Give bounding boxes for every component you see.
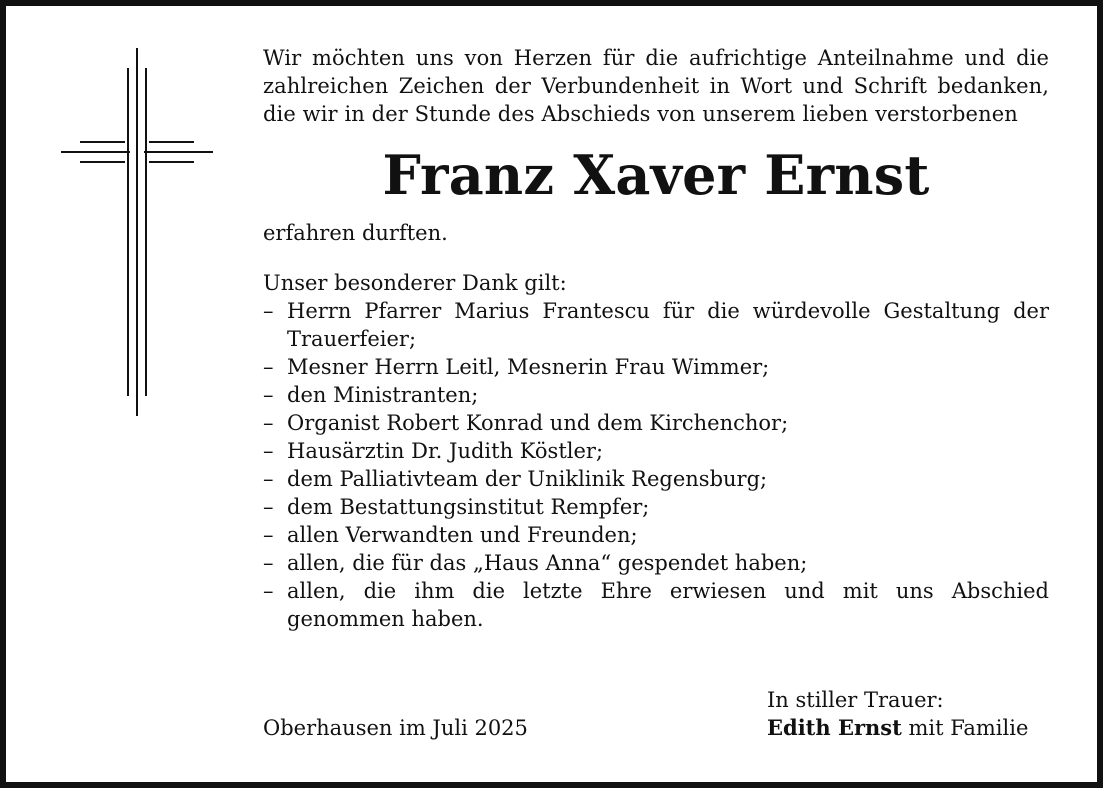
thanks-item-text: dem Palliativteam der Uniklinik Regensburg; — [287, 467, 768, 491]
thanks-item-text: Herrn Pfarrer Marius Frantescu für die würdevolle Gestaltung der Trauerfeier; — [287, 299, 1049, 351]
thanks-item-text: dem Bestattungsinstitut Rempfer; — [287, 495, 650, 519]
intro-paragraph: Wir möchten uns von Herzen für die aufrichtige Anteilnahme und die zahlreichen Zeichen der Verbundenheit in Wort und Schrift bedanken, die wir in der Stunde des Abschieds von unserem lieben verstorbenen — [263, 46, 1049, 126]
dash-marker: – — [263, 411, 274, 435]
after-name-text: erfahren durften. — [263, 221, 448, 245]
dash-marker: – — [263, 467, 274, 491]
signature-suffix: mit Familie — [901, 716, 1029, 740]
dash-marker: – — [263, 383, 274, 407]
thanks-item — [263, 437, 1049, 465]
dash-marker: – — [263, 551, 274, 575]
thanks-item — [263, 577, 1049, 633]
dash-marker: – — [263, 439, 274, 463]
thanks-item — [263, 493, 1049, 521]
signature-name: Edith Ernst — [767, 715, 902, 740]
dash-marker: – — [263, 579, 274, 603]
thanks-item — [263, 549, 1049, 577]
signature-block — [767, 686, 1052, 742]
deceased-name: Franz Xaver Ernst — [382, 143, 930, 207]
dash-marker: – — [263, 355, 274, 379]
thanks-item-text: allen Verwandten und Freunden; — [287, 523, 638, 547]
dash-marker: – — [263, 299, 274, 323]
thanks-item — [263, 409, 1049, 437]
thanks-item-text: Hausärztin Dr. Judith Köstler; — [287, 439, 604, 463]
dash-marker: – — [263, 495, 274, 519]
thanks-item-text: den Ministranten; — [287, 383, 479, 407]
signature-line — [767, 714, 1052, 742]
mourning-label: In stiller Trauer: — [767, 688, 944, 712]
thanks-list — [263, 297, 1049, 633]
thanks-item — [263, 353, 1049, 381]
place-date: Oberhausen im Juli 2025 — [263, 716, 528, 740]
thanks-item-text: Mesner Herrn Leitl, Mesnerin Frau Wimmer; — [287, 355, 770, 379]
thanks-item — [263, 381, 1049, 409]
notice-body — [263, 44, 1049, 633]
thanks-item-text: allen, die für das „Haus Anna“ gespendet haben; — [287, 551, 808, 575]
thanks-heading: Unser besonderer Dank gilt: — [263, 271, 567, 295]
dash-marker: – — [263, 523, 274, 547]
thanks-item-text: allen, die ihm die letzte Ehre erwiesen und mit uns Abschied genommen haben. — [287, 579, 1049, 631]
thanks-item-text: Organist Robert Konrad und dem Kirchenchor; — [287, 411, 789, 435]
cross-icon — [61, 48, 213, 416]
thanks-item — [263, 465, 1049, 493]
thanks-item — [263, 297, 1049, 353]
thanks-item — [263, 521, 1049, 549]
